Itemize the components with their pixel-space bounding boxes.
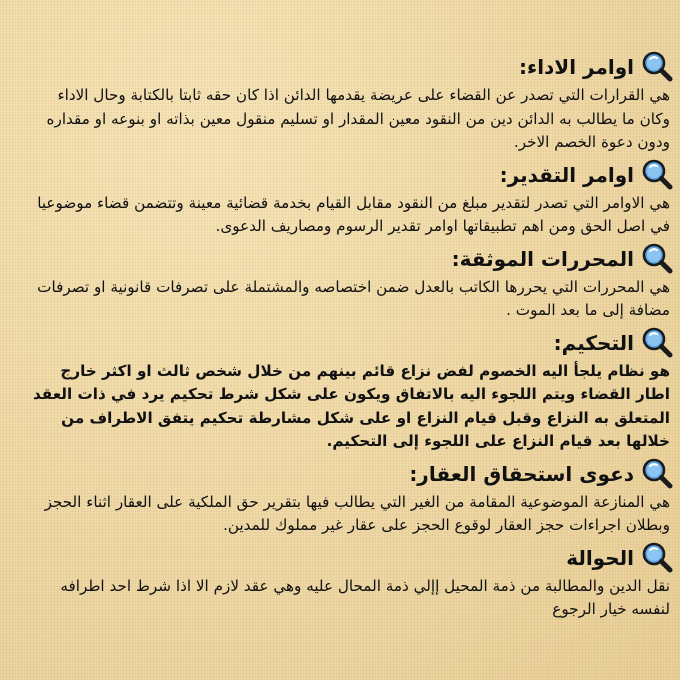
term-definition: هي القرارات التي تصدر عن القضاء على عريضة يقدمها الدائن اذا كان حقه ثابتا بالكتابة وحال الاداء وكان ما يطالب به الدائن دين من النقود معين المقدار او تسليم منقول معين بذاته او بنوعه او مقداره ودون دعوة الخصم الاخر. bbox=[46, 86, 670, 151]
term-definition: نقل الدين والمطالبة من ذمة المحيل إإلي ذمة المحال عليه وهي عقد لازم الا اذا شرط احد اطرافه لنفسه خيار الرجوع bbox=[60, 576, 670, 618]
section-heading bbox=[18, 50, 674, 84]
definition-section bbox=[18, 242, 674, 323]
section-heading bbox=[18, 541, 674, 575]
term-title: الحوالة bbox=[566, 545, 634, 570]
magnifying-glass-icon bbox=[640, 50, 674, 84]
term-definition: هي المنازعة الموضوعية المقامة من الغير التي يطالب فيها بتقرير حق الملكية على العقار اثناء الحجز وبطلان اجراءات حجز العقار لوقوع الحجز على عقار غير مملوك للمدين. bbox=[44, 492, 670, 534]
term-definition: هي الاوامر التي تصدر لتقدير مبلغ من النقود مقابل القيام بخدمة قضائية معينة وتتضمن قضاء موضوعيا في اصل الحق ومن اهم تطبيقاتها اوامر تقدير الرسوم ومصاريف الدعوى. bbox=[37, 193, 670, 235]
definition-section bbox=[18, 541, 674, 622]
document-content bbox=[18, 50, 674, 625]
section-heading bbox=[18, 457, 674, 491]
section-heading bbox=[18, 158, 674, 192]
section-heading bbox=[18, 242, 674, 276]
magnifying-glass-icon bbox=[640, 242, 674, 276]
term-title: دعوى استحقاق العقار: bbox=[409, 461, 634, 486]
term-definition: هو نظام يلجأ اليه الخصوم لفض نزاع قائم بينهم من خلال شخص ثالث او اكثر خارج اطار القضاء ويتم اللجوء اليه بالاتفاق ويكون على شكل شرط تحكيم يرد في ذات العقد المتعلق به النزاع وقبل قيام النزاع او على شكل مشارطة تحكيم يتفق الاطراف من خلالها بعد قيام النزاع على اللجوء إلى التحكيم. bbox=[33, 361, 670, 450]
definition-section bbox=[18, 457, 674, 538]
definition-section bbox=[18, 326, 674, 454]
magnifying-glass-icon bbox=[640, 457, 674, 491]
definition-section bbox=[18, 158, 674, 239]
magnifying-glass-icon bbox=[640, 541, 674, 575]
term-title: اوامر التقدير: bbox=[499, 162, 634, 187]
magnifying-glass-icon bbox=[640, 158, 674, 192]
term-definition: هي المحررات التي يحررها الكاتب بالعدل ضمن اختصاصه والمشتملة على تصرفات قانونية او تصرفات مضافة إلى ما بعد الموت . bbox=[37, 277, 670, 319]
section-heading bbox=[18, 326, 674, 360]
term-title: التحكيم: bbox=[553, 330, 634, 355]
definition-section bbox=[18, 50, 674, 155]
term-title: اوامر الاداء: bbox=[518, 55, 634, 79]
term-title: المحررات الموثقة: bbox=[451, 246, 634, 271]
magnifying-glass-icon bbox=[640, 326, 674, 360]
